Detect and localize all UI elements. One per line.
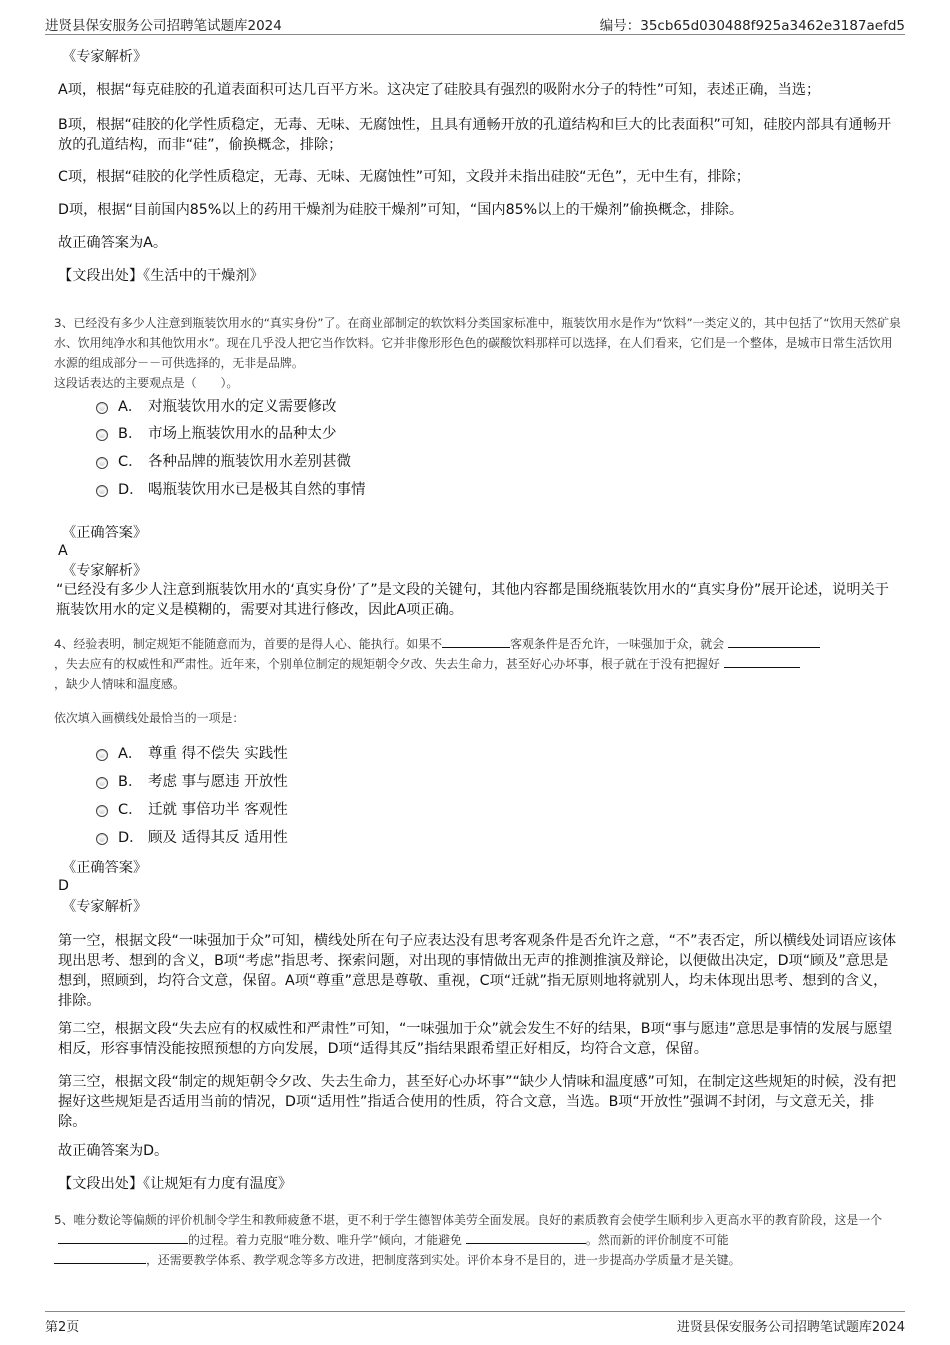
q3-question: 这段话表达的主要观点是（ ）。 [54, 376, 239, 390]
q2-analysis-b: B项，根据“硅胶的化学性质稳定，无毒、无味、无腐蚀性，且具有通畅开放的孔道结构和巨大的比表面积”可知，硅胶内部具有通畅开放的孔道结构，而非“硅”，偷换概念，排除； [58, 117, 892, 153]
radio-icon[interactable] [96, 429, 108, 441]
q4-option-c[interactable]: C． 迁就 事倍功半 客观性 [96, 800, 288, 820]
q4-blank-2[interactable] [728, 635, 820, 648]
q4-question: 依次填入画横线处最恰当的一项是： [54, 711, 245, 725]
q5-blank-1[interactable] [58, 1231, 188, 1244]
q3-option-a[interactable]: A． 对瓶装饮用水的定义需要修改 [96, 397, 337, 417]
header-title: 进贤县保安服务公司招聘笔试题库2024 [45, 18, 282, 34]
footer-rule [45, 1311, 905, 1312]
q2-analysis-a: A项，根据“每克硅胶的孔道表面积可达几百平方米。这决定了硅胶具有强烈的吸附水分子的特性”可知，表述正确，当选； [58, 82, 821, 98]
q3-analysis-tag: 《专家解析》 [62, 563, 148, 579]
document-code-value: 35cb65d030488f925a3462e3187aefd5 [640, 18, 905, 34]
q4-analysis-tag: 《专家解析》 [62, 899, 148, 915]
q5-blank-2[interactable] [466, 1231, 586, 1244]
radio-icon[interactable] [96, 749, 108, 761]
q3-stem: 3、已经没有多少人注意到瓶装饮用水的“真实身份”了。在商业部制定的软饮料分类国家标准中，瓶装饮用水是作为“饮料”一类定义的，其中包括了“饮用天然矿泉水、饮用纯净水和其他饮用水”。现在几乎没人把它当作饮料。它并非像形形色色的碳酸饮料那样可以选择，在人们看来，它们是一个整体，是城市日常生活饮用水源的组成部分－－可供选择的，无非是品牌。 [54, 316, 901, 370]
q3-analysis: “已经没有多少人注意到瓶装饮用水的‘真实身份’了”是文段的关键句，其他内容都是围绕瓶装饮用水的“真实身份”展开论述，说明关于瓶装饮用水的定义是模糊的，需要对其进行修改，因此A项正确。 [56, 582, 889, 618]
q5-stem: 5、唯分数论等偏颇的评价机制令学生和教师疲惫不堪，更不利于学生德智体美劳全面发展。良好的素质教育会使学生顺利步入更高水平的教育阶段，这是一个的过程。着力克服“唯分数、唯升学”倾向，才能避免 。然而新的评价制度不可能 ，还需要教学体系、教学观念等多方改进，把制度落到实处。评价本身不是目的，进一步提高办学质量才是关键。 [54, 1213, 883, 1267]
q4-option-d[interactable]: D． 顾及 适得其反 适用性 [96, 828, 288, 848]
radio-icon[interactable] [96, 805, 108, 817]
radio-icon[interactable] [96, 457, 108, 469]
radio-icon[interactable] [96, 485, 108, 497]
q4-conclusion: 故正确答案为D。 [58, 1143, 169, 1159]
radio-icon[interactable] [96, 777, 108, 789]
radio-icon[interactable] [96, 402, 108, 414]
q4-analysis-blank-3: 第三空，根据文段“制定的规矩朝令夕改、失去生命力，甚至好心办坏事”“缺少人情味和温度感”可知，在制定这些规矩的时候，没有把握好这些规矩是否适用当前的情况，D项“适用性”指适合使用的性质，符合文意，当选。B项“开放性”强调不封闭，与文意无关，排除。 [58, 1074, 897, 1130]
q5-blank-3[interactable] [54, 1251, 146, 1264]
q4-analysis-blank-2: 第二空，根据文段“失去应有的权威性和严肃性”可知，“一味强加于众”就会发生不好的结果，B项“事与愿违”意思是事情的发展与愿望相反，形容事情没能按照预想的方向发展，D项“适得其反”指结果跟希望正好相反，均符合文意，保留。 [58, 1021, 893, 1057]
q3-answer: A [58, 543, 68, 559]
q4-blank-1[interactable] [442, 635, 510, 648]
q4-analysis-blank-1: 第一空，根据文段“一味强加于众”可知，横线处所在句子应表达没有思考客观条件是否允许之意，“不”表否定，所以横线处词语应该体现出思考、想到的含义，B项“考虑”指思考、探索问题，对出现的事情做出无声的推测推演及辩论，以便做出决定，D项“顾及”意思是想到，照顾到，均符合文意，保留。A项“尊重”意思是尊敬、重视，C项“迁就”指无原则地将就别人，均未体现出思考、想到的含义，排除。 [58, 933, 897, 1009]
footer-page-number: 第2页 [45, 1320, 80, 1335]
q4-answer: D [58, 878, 69, 894]
q4-answer-tag: 《正确答案》 [62, 860, 148, 876]
q3-option-c[interactable]: C． 各种品牌的瓶装饮用水差别甚微 [96, 452, 351, 472]
q2-conclusion: 故正确答案为A。 [58, 235, 168, 251]
radio-icon[interactable] [96, 833, 108, 845]
q3-option-b[interactable]: B． 市场上瓶装饮用水的品种太少 [96, 424, 337, 444]
q2-analysis-tag: 《专家解析》 [62, 49, 148, 65]
document-code [600, 14, 905, 34]
q3-option-d[interactable]: D． 喝瓶装饮用水已是极其自然的事情 [96, 480, 366, 500]
q4-blank-3[interactable] [724, 655, 800, 668]
footer-title: 进贤县保安服务公司招聘笔试题库2024 [676, 1320, 905, 1335]
document-code-label: 编号： [599, 18, 641, 34]
q4-option-b[interactable]: B． 考虑 事与愿违 开放性 [96, 772, 288, 792]
q2-analysis-d: D项，根据“目前国内85%以上的药用干燥剂为硅胶干燥剂”可知，“国内85%以上的干燥剂”偷换概念，排除。 [58, 202, 744, 218]
q4-stem: 4、经验表明，制定规矩不能随意而为，首要的是得人心、能执行。如果不 客观条件是否允许，一味强加于众，就会 ，失去应有的权威性和严肃性。近年来，个别单位制定的规矩朝令夕改、失去生命力，甚至好心办坏事，根子就在于没有把握好 ，缺少人情味和温度感。 [54, 634, 902, 694]
q4-source: 【文段出处】《让规矩有力度有温度》 [58, 1176, 293, 1192]
q2-analysis-c: C项，根据“硅胶的化学性质稳定，无毒、无味、无腐蚀性”可知，文段并未指出硅胶“无色”，无中生有，排除； [58, 169, 750, 185]
q3-answer-tag: 《正确答案》 [62, 525, 148, 541]
q4-option-a[interactable]: A． 尊重 得不偿失 实践性 [96, 744, 288, 764]
header-rule [45, 34, 905, 35]
q2-source: 【文段出处】《生活中的干燥剂》 [58, 268, 264, 284]
